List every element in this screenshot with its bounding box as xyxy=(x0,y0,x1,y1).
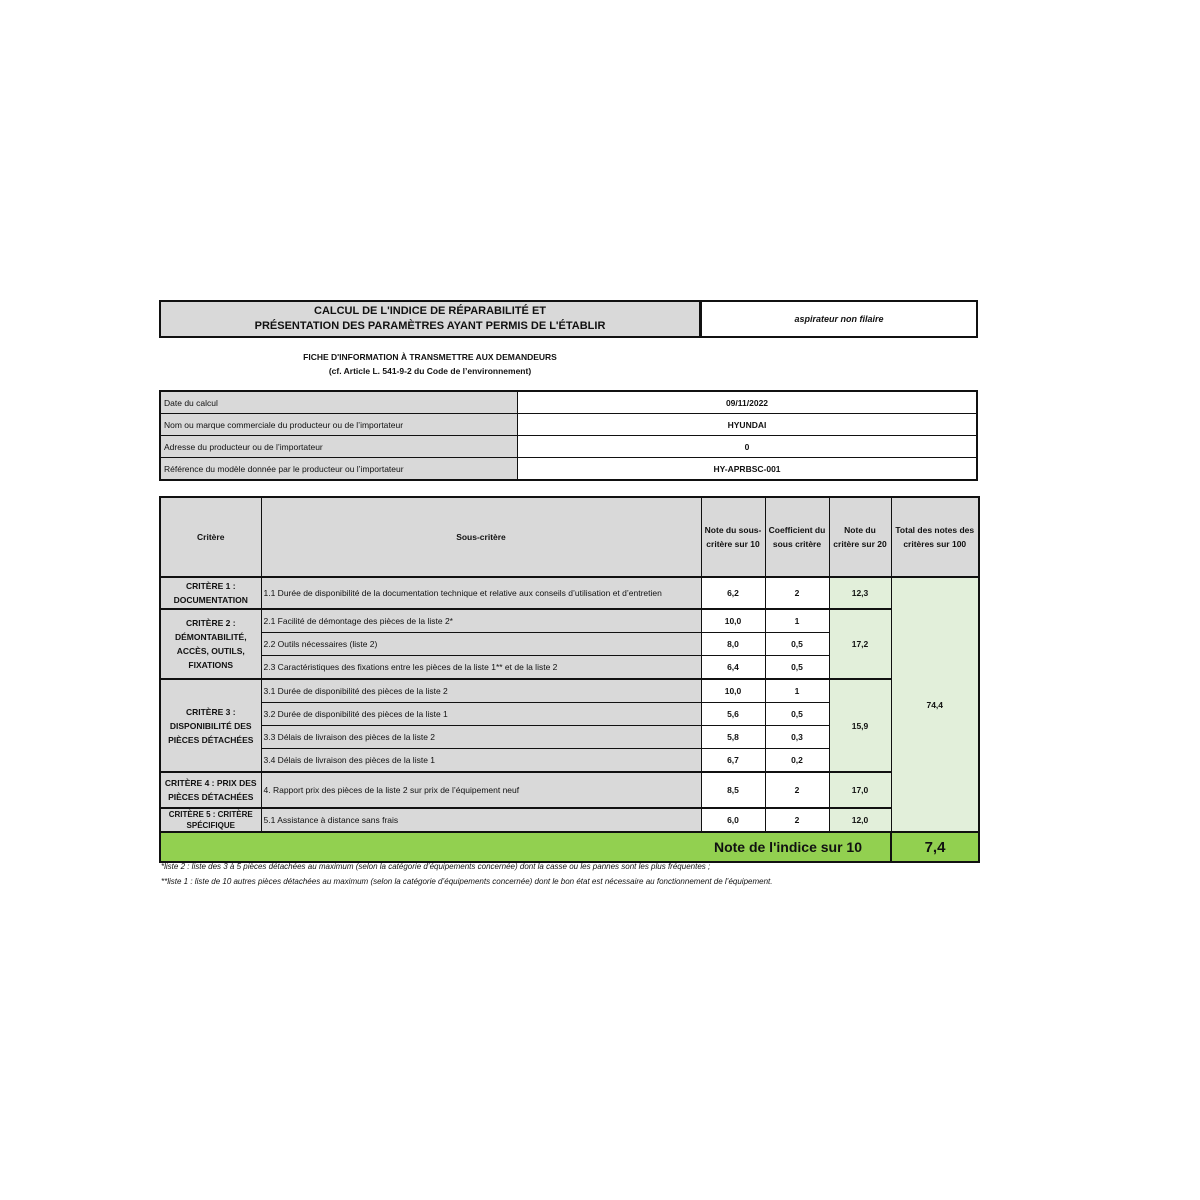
criterion-note: 17,0 xyxy=(829,772,891,808)
criterion-name: CRITÈRE 2 : DÉMONTABILITÉ, ACCÈS, OUTILS, FIXATIONS xyxy=(160,609,261,679)
final-score-row xyxy=(160,832,979,862)
info-value: 09/11/2022 xyxy=(518,391,978,414)
sub-criterion-coef: 0,5 xyxy=(765,656,829,680)
info-label: Nom ou marque commerciale du producteur ou de l’importateur xyxy=(160,414,518,436)
sub-criterion-note: 10,0 xyxy=(701,609,765,633)
sub-criterion-note: 5,8 xyxy=(701,726,765,749)
sub-criterion-label: 1.1 Durée de disponibilité de la documentation technique et relative aux conseils d’utilisation et d’entretien xyxy=(261,577,701,609)
sub-criterion-label: 2.3 Caractéristiques des fixations entre les pièces de la liste 1** et de la liste 2 xyxy=(261,656,701,680)
header-critere: Critère xyxy=(160,497,261,577)
sub-criterion-note: 8,0 xyxy=(701,633,765,656)
sub-criterion-label: 3.4 Délais de livraison des pièces de la liste 1 xyxy=(261,749,701,773)
info-row xyxy=(160,436,977,458)
sub-criterion-coef: 0,3 xyxy=(765,726,829,749)
criterion-note: 17,2 xyxy=(829,609,891,679)
footnote-liste-1: **liste 1 : liste de 10 autres pièces détachées au maximum (selon la catégorie d’équipements concernée) dont le bon état est nécessaire au fonctionnement de l’équipement. xyxy=(161,877,773,886)
info-row xyxy=(160,391,977,414)
sub-criterion-coef: 2 xyxy=(765,808,829,832)
criterion-note: 15,9 xyxy=(829,679,891,772)
info-value: HYUNDAI xyxy=(518,414,978,436)
title-line-2: PRÉSENTATION DES PARAMÈTRES AYANT PERMIS DE L'ÉTABLIR xyxy=(254,320,606,332)
total-notes: 74,4 xyxy=(891,577,979,832)
info-label: Date du calcul xyxy=(160,391,518,414)
sub-criterion-coef: 1 xyxy=(765,679,829,703)
subtitle-line-2: (cf. Article L. 541-9-2 du Code de l’environnement) xyxy=(328,366,532,376)
info-value: 0 xyxy=(518,436,978,458)
sub-criterion-note: 6,2 xyxy=(701,577,765,609)
table-row xyxy=(160,679,979,703)
sub-criterion-note: 8,5 xyxy=(701,772,765,808)
header-total: Total des notes des critères sur 100 xyxy=(891,497,979,577)
sub-criterion-note: 6,0 xyxy=(701,808,765,832)
header-row xyxy=(160,497,979,577)
table-row xyxy=(160,609,979,633)
info-label: Adresse du producteur ou de l’importateur xyxy=(160,436,518,458)
scoring-table xyxy=(159,496,980,863)
sub-criterion-label: 4. Rapport prix des pièces de la liste 2 sur prix de l’équipement neuf xyxy=(261,772,701,808)
subtitle-line-1: FICHE D'INFORMATION À TRANSMETTRE AUX DEMANDEURS xyxy=(303,352,557,362)
product-type: aspirateur non filaire xyxy=(700,300,978,338)
info-row xyxy=(160,414,977,436)
sub-criterion-label: 3.2 Durée de disponibilité des pièces de la liste 1 xyxy=(261,703,701,726)
info-row xyxy=(160,458,977,481)
criterion-name: CRITÈRE 1 : DOCUMENTATION xyxy=(160,577,261,609)
sub-criterion-coef: 2 xyxy=(765,577,829,609)
document-title xyxy=(159,300,701,338)
sub-criterion-label: 3.3 Délais de livraison des pièces de la liste 2 xyxy=(261,726,701,749)
criterion-name: CRITÈRE 3 : DISPONIBILITÉ DES PIÈCES DÉTACHÉES xyxy=(160,679,261,772)
table-row xyxy=(160,808,979,832)
title-line-1: CALCUL DE L'INDICE DE RÉPARABILITÉ ET xyxy=(314,305,546,317)
sub-criterion-note: 10,0 xyxy=(701,679,765,703)
sub-criterion-note: 6,4 xyxy=(701,656,765,680)
sub-criterion-label: 2.1 Facilité de démontage des pièces de la liste 2* xyxy=(261,609,701,633)
sub-criterion-label: 2.2 Outils nécessaires (liste 2) xyxy=(261,633,701,656)
sub-criterion-coef: 0,5 xyxy=(765,633,829,656)
final-score-value: 7,4 xyxy=(891,832,979,862)
sub-criterion-coef: 1 xyxy=(765,609,829,633)
table-row xyxy=(160,772,979,808)
criterion-note: 12,0 xyxy=(829,808,891,832)
sub-criterion-coef: 0,5 xyxy=(765,703,829,726)
info-label: Référence du modèle donnée par le producteur ou l’importateur xyxy=(160,458,518,481)
sub-criterion-label: 5.1 Assistance à distance sans frais xyxy=(261,808,701,832)
footnote-liste-2: *liste 2 : liste des 3 à 5 pièces détachées au maximum (selon la catégorie d’équipements concernée) dont la casse ou les pannes sont les plus fréquentes ; xyxy=(161,862,711,871)
header-coefficient: Coefficient du sous critère xyxy=(765,497,829,577)
subtitle xyxy=(159,350,701,378)
sub-criterion-label: 3.1 Durée de disponibilité des pièces de la liste 2 xyxy=(261,679,701,703)
table-row xyxy=(160,577,979,609)
criterion-note: 12,3 xyxy=(829,577,891,609)
info-table xyxy=(159,390,978,481)
sub-criterion-note: 5,6 xyxy=(701,703,765,726)
header-sous-critere: Sous-critère xyxy=(261,497,701,577)
info-value: HY-APRBSC-001 xyxy=(518,458,978,481)
final-score-label: Note de l'indice sur 10 xyxy=(160,832,891,862)
sub-criterion-coef: 2 xyxy=(765,772,829,808)
header-note-sous-critere: Note du sous-critère sur 10 xyxy=(701,497,765,577)
header-note-critere: Note du critère sur 20 xyxy=(829,497,891,577)
sub-criterion-note: 6,7 xyxy=(701,749,765,773)
criterion-name: CRITÈRE 5 : CRITÈRE SPÉCIFIQUE xyxy=(160,808,261,832)
sub-criterion-coef: 0,2 xyxy=(765,749,829,773)
criterion-name: CRITÈRE 4 : PRIX DES PIÈCES DÉTACHÉES xyxy=(160,772,261,808)
